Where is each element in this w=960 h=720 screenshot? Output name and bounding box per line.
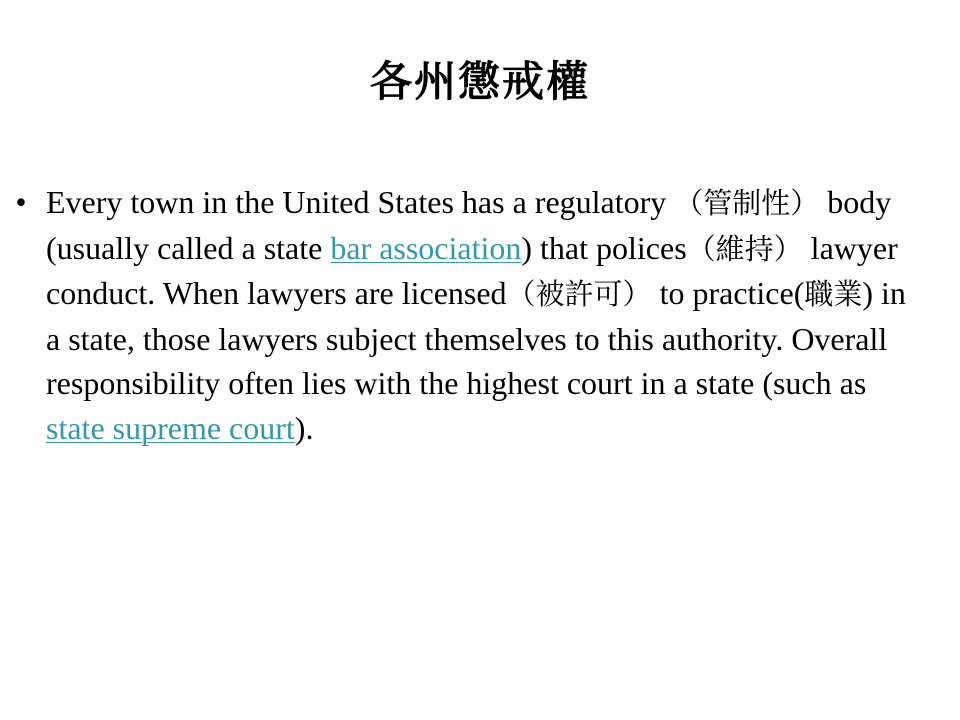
cjk-gloss-licensed: （被許可） bbox=[506, 277, 652, 312]
body-text: ) in a state, those lawyers subject themselves to this authority. Overall responsibility often lies with the highest court in a state (such as bbox=[46, 275, 906, 402]
body-text: lawyer conduct. When lawyers are licensed bbox=[46, 229, 898, 312]
bar-association-link[interactable]: bar association bbox=[330, 229, 522, 266]
cjk-gloss-polices: （維持） bbox=[686, 231, 803, 266]
bullet-list bbox=[15, 180, 926, 451]
body-text: ). bbox=[294, 409, 314, 446]
body-text: Every town in the United States has a regulatory bbox=[46, 184, 675, 220]
body-text: body (usually called a state bbox=[46, 184, 892, 266]
body-text: ) that polices bbox=[521, 229, 687, 266]
state-supreme-court-link[interactable]: state supreme court bbox=[46, 409, 295, 446]
cjk-gloss-regulatory: （管制性） bbox=[674, 186, 820, 220]
bullet-icon: • bbox=[15, 184, 27, 220]
cjk-gloss-practice: 職業 bbox=[804, 277, 863, 312]
bullet-item bbox=[15, 180, 926, 451]
body-text: to practice( bbox=[651, 275, 805, 312]
slide-title: 各州懲戒權 bbox=[369, 57, 590, 106]
